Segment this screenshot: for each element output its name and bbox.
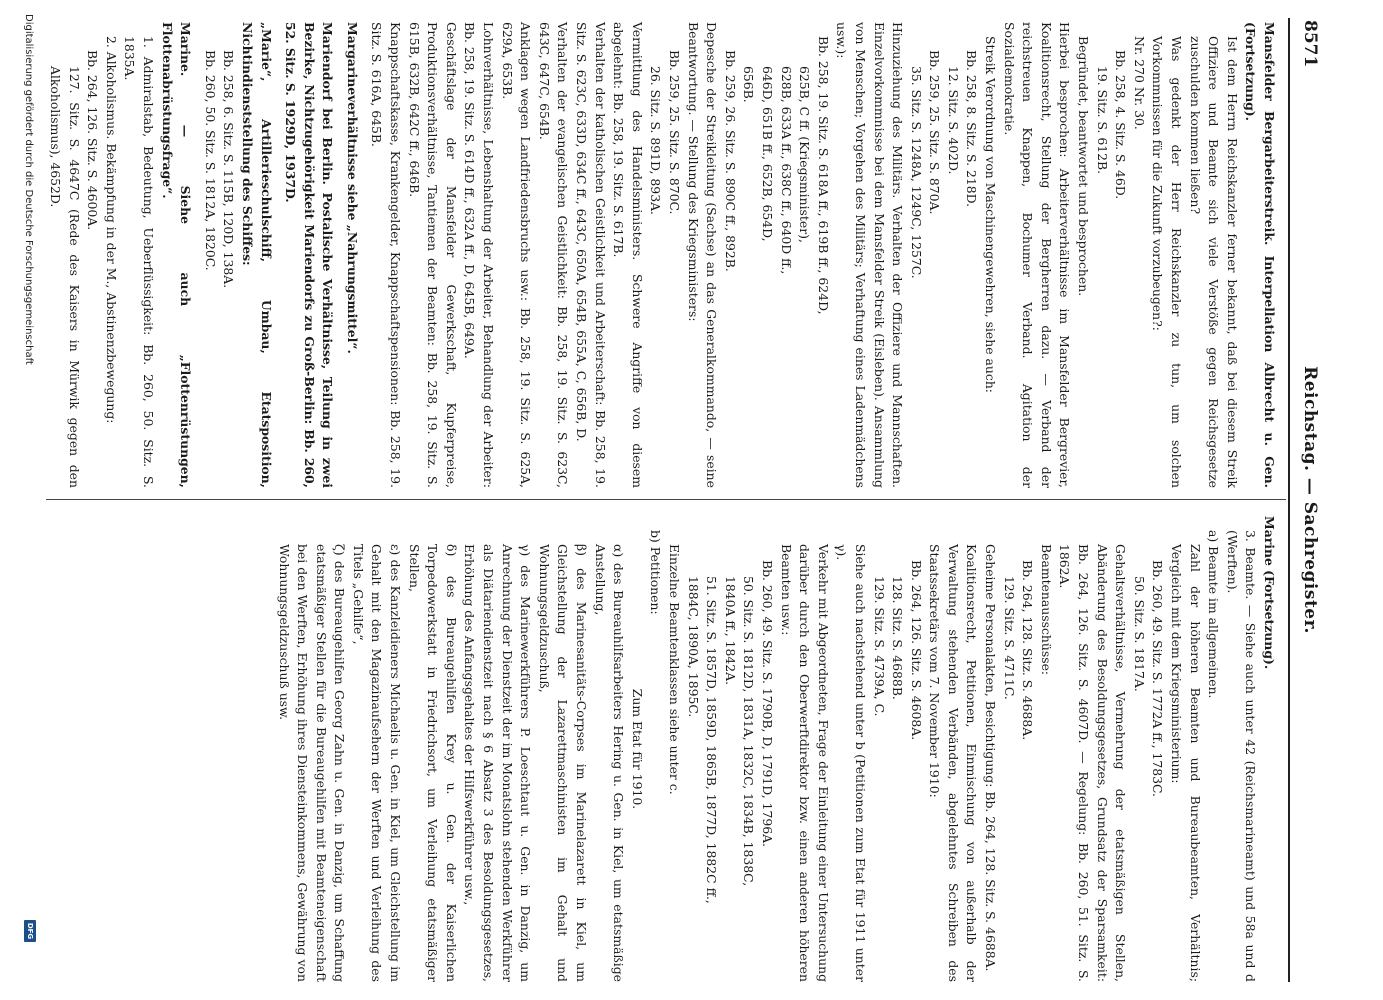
index-heading: „Marie“, Artillerieschulschiff, Umbau, Etatsposition, Nichtindienststellung des Schiffes: <box>239 22 274 488</box>
index-entry: 656B. <box>741 66 757 103</box>
index-entry: δ) des Bureaugehilfen Krey u. Gen. der Kaiserlichen Torpedowerkstatt in Friedrichsort, um Verleihung etatsmäßiger Stellen, <box>406 544 459 982</box>
index-entry: Zum Etat für 1910. <box>629 688 645 810</box>
index-entry: Geheime Personalakten, Besichtigung: Bb. 264, 128. Sitz. S. 4688A. <box>983 544 999 972</box>
index-entry: 12. Sitz. S. 402D. <box>945 66 961 175</box>
index-entry: 646D, 651B ff., 652B, 654D, <box>759 66 775 242</box>
index-entry: 26. Sitz. S. 891D, 893A. <box>648 66 664 215</box>
index-entry: Bb. 260, 49. Sitz. S. 1790B, D, 1791D, 1796A. <box>759 560 775 848</box>
index-entry: Zahl der höheren Beamten und Bureaubeamten, Verhältnis; Vergleich mit dem Kriegsministerium: <box>1169 544 1203 982</box>
index-entry: 51. Sitz. S. 1857D, 1859D, 1865B, 1877D, 1882C ff., <box>704 576 720 904</box>
index-entry: Nr. 270 Nr. 30. <box>1131 36 1147 130</box>
index-entry: Bb. 258, 19. Sitz. S. 618A ff., 619B ff., 624D, <box>815 36 831 315</box>
index-entry: γ) des Marinewerkführers P. Loeschtaut u. Gen. in Danzig, um Anrechnung der Dienstzeit der im Monatslohn stehenden Werkführer als Diätariendienstzeit nach § 6 Absatz 3 des Besoldungsgesetzes, Erhöhung des Anfangsgehaltes der Hilfswerkführer usw., <box>462 544 534 982</box>
index-entry: Bb. 259, 25. Sitz. S. 870C. <box>667 50 682 215</box>
index-entry: Knappschaftskasse, Krankengelder, Knappschaftspensionen: Bb. 258, 19. Sitz. S. 616A, 645B. <box>369 22 404 488</box>
index-entry: 625B, C ff. (Kriegsminister), <box>797 66 813 243</box>
index-entry: Depesche der Streikleitung (Sachse) an das Generalkommando, — seine Beantwortung. — Stellung des Kriegsministers: <box>685 22 720 488</box>
header-rule <box>1288 18 1290 982</box>
index-entry: Hinzuziehung des Militärs. Verhalten der Offiziere und Mannschaften. Einzelvorkommnisse bei dem Mansfelder Streik (Eisleben). Ansammlung von Menschen; Vorgehen des Militärs; Verhaftung eines Ladenmädchens usw.): <box>834 22 906 488</box>
index-entry: 35. Sitz. S. 1248A, 1249C, 1257C. <box>908 66 924 279</box>
index-entry: 3. Beamte. — Siehe auch unter 42 (Reichsmarineamt) und 58a und d (Werften). <box>1224 530 1259 982</box>
index-entry: α) des Bureauhilfsarbeiters Hering u. Gen. in Kiel, um etatsmäßige Anstellung, <box>592 544 627 982</box>
index-heading: Mariendorf bei Berlin. Postalische Verhältnisse, Teilung in zwei Bezirke, Nichtzugehörigkeit Mariendorfs zu Groß-Berlin: Bb. 260, 52. Sitz. S. 1929D, 1937D. <box>283 22 336 488</box>
index-entry: 128. Sitz. S. 4688B. <box>890 576 906 700</box>
left-column <box>45 22 1278 488</box>
right-column <box>274 516 1278 982</box>
page-title: Reichstag. — Sachregister. <box>1300 366 1320 634</box>
index-entry: Gehaltsverhältnisse, Vermehrung der etatsmäßigen Stellen, Abänderung des Besoldungsgesetzes, Grundsatz der Sparsamkeit: Bb. 264, 126. Sitz. S. 4607D. — Regelung: Bb. 260, 51. Sitz. S. 1862A. <box>1057 544 1129 982</box>
index-entry: 1884C, 1890A, 1895C. <box>685 576 701 718</box>
index-entry: Lohnverhältnisse, Lebenshaltung der Arbeiter, Behandlung der Arbeiter: Bb. 258, 19. Sitz. S. 614D ff., 632A ff., D, 645B, 649A. <box>462 22 497 488</box>
index-entry: a) Beamte im allgemeinen. <box>1206 530 1222 699</box>
index-entry: Vermittlung des Handelsministers. Schwere Angriffe von diesem abgelehnt: Bb. 258, 19. Sitz. S. 617B. <box>611 22 645 488</box>
scanned-page <box>0 10 1330 990</box>
index-entry: ζ) des Bureaugehilfen Georg Zahn u. Gen. in Danzig, um Schaffung etatsmäßiger Stellen für die Bureaugehilfen mit Beamteneigenschaft bei den Werften, Erhöhung ihres Diensteinkommens, Gewährung von Wohnungsgeldzuschuß usw. <box>276 544 348 982</box>
index-entry: 50. Sitz. S. 1817A. <box>1131 576 1147 692</box>
index-entry: Verhalten der katholischen Geistlichkeit und Arbeiterschaft: Bb. 258, 19. Sitz. S. 623C, 633D, 634C ff., 643C, 650A, 654B, 655A, C, 656B, D. <box>574 22 608 488</box>
dfg-logo: DFG <box>24 920 36 942</box>
index-entry: Ist dem Herrn Reichskanzler ferner bekannt, daß bei diesem Streik Offiziere und Beamte sich viele Verstöße gegen Reichsgesetze zuschulden kommen ließen? <box>1187 36 1240 488</box>
index-entry: ε) des Kanzleidieners Michaelis u. Gen. in Kiel, um Gleichstellung im Gehalt mit den Magazinaufsehern der Werften und Verleihung des Titels „Gehilfe“, <box>350 544 404 982</box>
index-entry: Hierbei besprochen: Arbeiterverhältnisse im Mansfelder Bergrevier, Koalitionsrecht, Stellung der Bergherren dazu. — Verband der reichstreuen Knappen, Bochumer Verband. Agitation der Sozialdemokratie. <box>1001 22 1073 488</box>
index-entry: Was gedenkt der Herr Reichskanzler zu tun, um solchen Vorkommnissen für die Zukunft vorzubeugen?: <box>1150 36 1185 488</box>
index-entry: Beamtenausschüsse: <box>1038 544 1054 676</box>
index-entry: Bb. 258, 6. Sitz. S. 115B, 120D, 138A. <box>221 50 237 289</box>
index-entry: Bb. 260, 49. Sitz. S. 1772A ff., 1783C. <box>1150 560 1166 797</box>
index-entry: Bb. 264, 126. Sitz. S. 4600A. <box>85 50 101 231</box>
index-entry: Bb. 260, 50. Sitz. S. 1812A, 1820C. <box>202 50 218 271</box>
index-entry: 1840A ff., 1842A. <box>722 576 738 686</box>
index-entry: b) Petitionen: <box>648 530 664 615</box>
index-heading: Mansfelder Bergarbeiterstreik. Interpellation Albrecht u. Gen. (Fortsetzung). <box>1243 22 1277 488</box>
index-entry: 1. Admiralstab, Bedeutung, Ueberflüssigkeit: Bb. 260, 50. Sitz. S. 1835A. <box>122 36 156 488</box>
index-entry: Anklagen wegen Landfriedensbruchs usw.: Bb. 258, 19. Sitz. S. 625A, 629A, 653B. <box>499 22 534 488</box>
index-entry: 127. Sitz. S. 4647C (Rede des Kaisers in Mürwik gegen den Alkoholismus), 4652D. <box>48 66 82 488</box>
index-entry: Begründet, beantwortet und besprochen. <box>1076 36 1092 297</box>
index-entry: Verkehr mit Abgeordneten, Frage der Einleitung einer Untersuchung darüber durch den Oberwerftdirektor bzw. einen anderen höheren Beamten usw.: <box>778 544 831 982</box>
index-entry: Bb. 264, 128. Sitz. S. 4688A. <box>1020 560 1036 741</box>
page-footer <box>16 10 40 990</box>
index-heading: Marine (Fortsetzung). <box>1262 516 1277 670</box>
index-entry: 628B, 633A ff., 638C ff., 640D ff., <box>778 66 794 275</box>
index-entry: Geschäftslage der Mansfelder Gewerkschaft, Kupferpreise, Produktionsverhältnisse, Tantiemen der Beamten: Bb. 258, 19. Sitz. S. 615B, 632B, 642C ff., 646B. <box>406 22 459 488</box>
index-heading: Marine. — Siehe auch „Flottenrüstungen, Flottenabrüstungsfrage“. <box>159 22 194 488</box>
page-number: 8571 <box>1300 20 1320 68</box>
index-entry: β) des Marinesanitäts-Corpses im Marinelazarett in Kiel, um Gleichstellung der Lazarettmaschinisten im Gehalt und Wohnungsgeldzuschuß, <box>536 544 590 982</box>
index-entry: Bb. 259, 25. Sitz. S. 870A. <box>927 50 943 215</box>
index-entry: Bb. 258, 8. Sitz. S. 218D. <box>964 50 980 208</box>
index-heading: Margarineverhältnisse siehe „Nahrungsmittel“. <box>344 22 360 354</box>
index-entry: Siehe auch nachstehend unter b (Petitionen zum Etat für 1911 unter γ). <box>834 544 868 982</box>
index-entry: 129. Sitz. S. 4711C. <box>1001 576 1017 700</box>
index-entry: Bb. 264, 126. Sitz. S. 4608A. <box>908 560 924 741</box>
column-divider <box>46 499 1286 500</box>
index-entry: Verhalten der evangelischen Geistlichkeit: Bb. 258, 19. Sitz. S. 623C, 643C, 647C, 654B. <box>536 22 571 488</box>
index-entry: Einzelne Beamtenklassen siehe unter c. <box>667 544 682 795</box>
index-entry: 19. Sitz. S. 612B. <box>1094 66 1110 175</box>
page-header <box>1294 20 1324 980</box>
index-entry: Streik Verordnung von Maschinengewehren, siehe auch: <box>983 36 999 393</box>
index-entry: Bb. 258, 4. Sitz. S. 46D. <box>1113 50 1129 200</box>
index-entry: 50. Sitz. S. 1812D, 1831A, 1832C, 1834B, 1838C, <box>741 576 757 887</box>
index-entry: 129. Sitz. S. 4739A, C. <box>871 576 887 717</box>
index-entry: Koalitionsrecht, Petitionen, Einmischung von außerhalb der Verwaltung stehenden Verbänden, abgelehntes Schreiben des Staatssekretärs vom 7. November 1910: <box>927 544 980 982</box>
index-entry: Bb. 259, 26. Sitz. S. 890C ff., 892B. <box>722 50 738 272</box>
funding-note: Digitalisierung gefördert durch die Deutsche Forschungsgemeinschaft <box>23 14 34 365</box>
index-entry: 2. Alkoholismus. Bekämpfung in der M., Abstinenzbewegung: <box>103 36 119 424</box>
